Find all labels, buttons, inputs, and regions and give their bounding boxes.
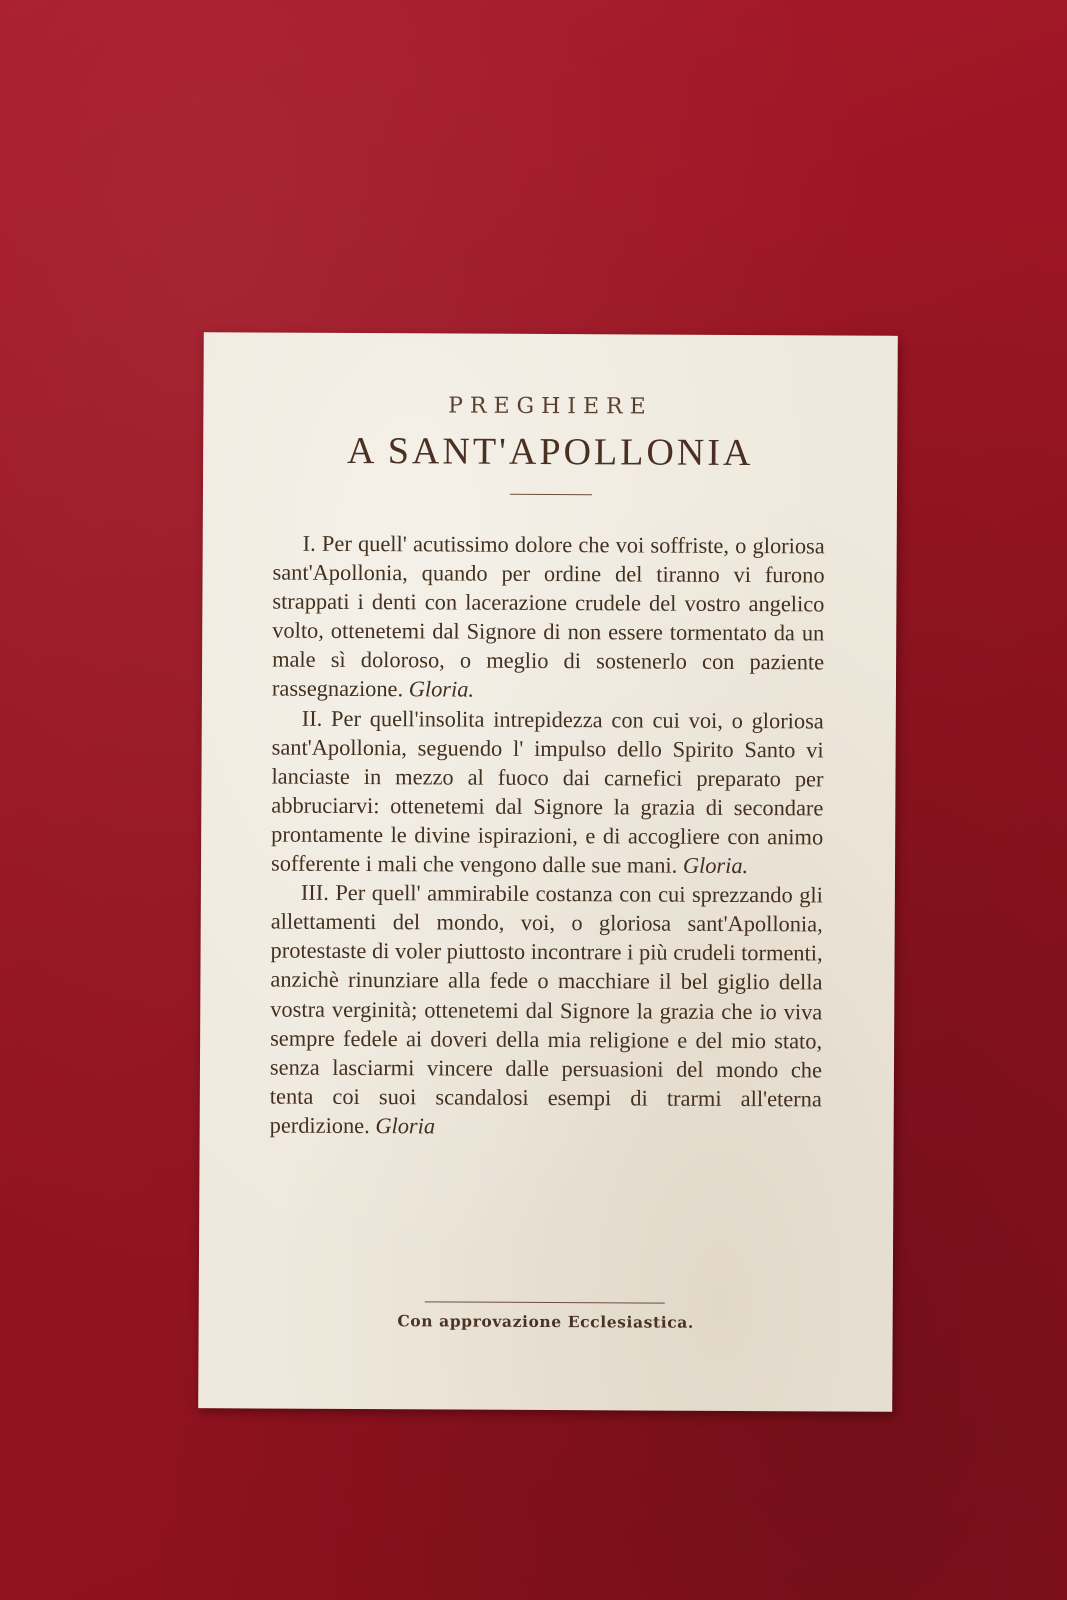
prayer-text-1: I. Per quell' acutissimo dolore che voi soffriste, o gloriosa sant'Apollonia, quando per ordine del tiranno vi furono strappati i denti con lacerazione crudele del vostro angelico volto, ottenetemi dal Signore di non essere tormentato da un male sì doloroso, o meglio di sostenerlo con paziente rassegnazione.: [271, 530, 825, 702]
prayer-closing-3: Gloria: [375, 1112, 436, 1139]
bottom-divider: [425, 1301, 665, 1303]
prayer-card: [198, 332, 898, 1412]
prayer-closing-2: Gloria.: [682, 852, 749, 879]
prayer-body: [270, 529, 825, 1143]
card-heading-main: A SANT'APOLLONIA: [346, 429, 754, 475]
approval-note: Con approvazione Ecclesiastica.: [397, 1311, 694, 1332]
prayer-text-2: II. Per quell'insolita intrepidezza con cui voi, o gloriosa sant'Apollonia, seguendo l' impulso dello Spirito Santo vi lanciaste in mezzo al fuoco dai carnefici preparato per abbruciarvi: ottenetemi dal Signore la grazia di secondare prontamente le divine ispirazioni, e di accogliere con animo sofferente i mali che vengono dalle sue mani.: [270, 705, 824, 878]
card-heading-small: PREGHIERE: [448, 393, 653, 420]
prayer-closing-1: Gloria.: [408, 676, 475, 703]
top-divider: [510, 494, 592, 495]
prayer-paragraph-1: [272, 529, 825, 706]
prayer-paragraph-2: [271, 703, 824, 880]
prayer-paragraph-3: [270, 878, 823, 1143]
prayer-text-3: III. Per quell' ammirabile costanza con cui sprezzando gli allettamenti del mondo, voi, o gloriosa sant'Apollonia, protestaste di voler piuttosto incontrare i più crudeli tormenti, anzichè rinunziare alla fede o macchiare il bel giglio della vostra verginità; ottenetemi dal Signore la grazia che io viva sempre fedele ai doveri della mia religione e del mio stato, senza lasciarmi vincere dalle persuasioni del mondo che tenta coi suoi scandalosi esempi di trarmi all'eterna perdizione.: [269, 879, 823, 1138]
